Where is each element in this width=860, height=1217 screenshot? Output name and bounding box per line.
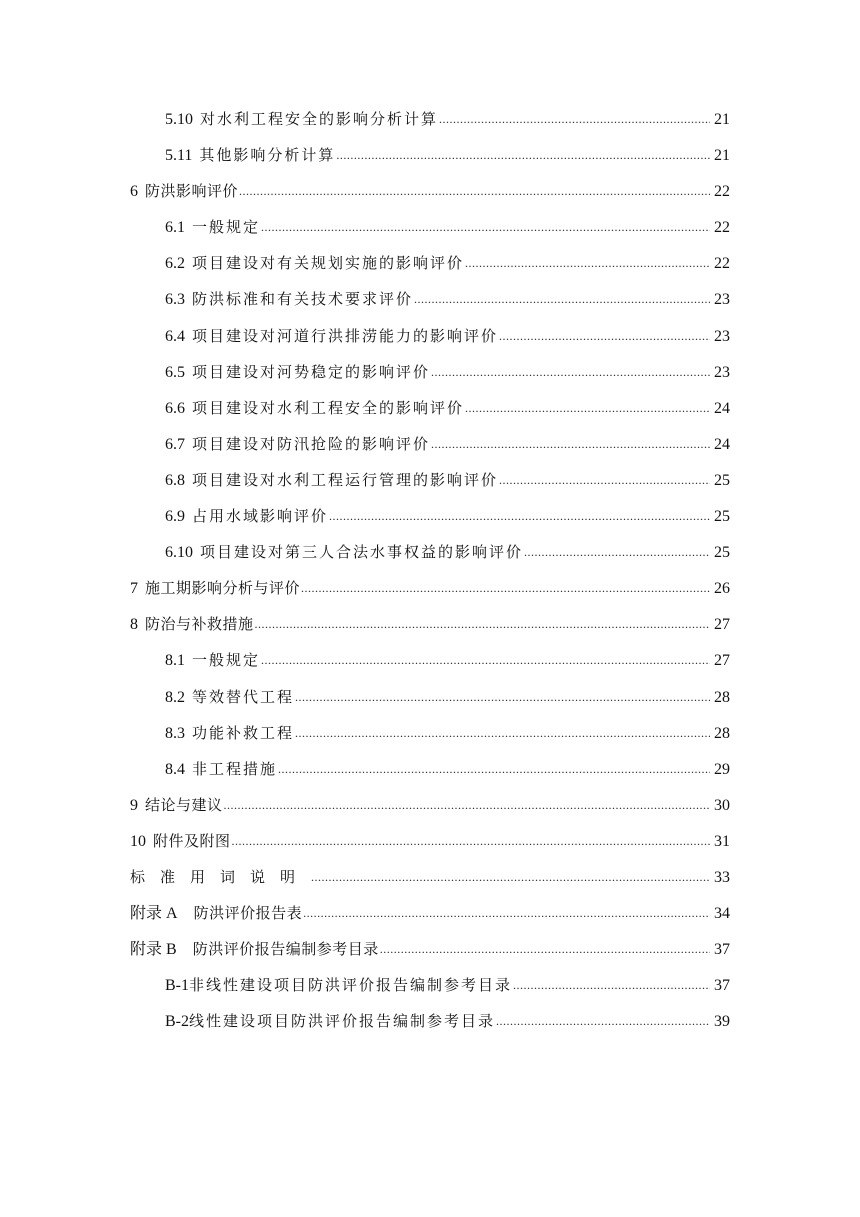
toc-entry[interactable]	[0, 462, 860, 498]
toc-entry-title: 施工期影响分析与评价	[145, 579, 301, 598]
toc-entry-number: 6.4	[165, 327, 185, 345]
toc-entry[interactable]	[0, 354, 860, 390]
toc-entry-page-number: 21	[714, 147, 730, 165]
table-of-contents	[0, 101, 860, 1039]
toc-entry[interactable]	[0, 534, 860, 570]
toc-entry[interactable]	[0, 498, 860, 534]
dot-leader	[261, 209, 710, 245]
toc-entry[interactable]	[0, 281, 860, 317]
toc-entry-title: 项目建设对水利工程运行管理的影响评价	[192, 470, 499, 489]
toc-entry-title: 线性建设项目防洪评价报告编制参考目录	[189, 1012, 496, 1031]
toc-entry-page-number: 23	[714, 291, 730, 309]
toc-entry-page-number: 26	[714, 580, 730, 598]
toc-entry-page-number: 28	[714, 724, 730, 742]
toc-entry-page-number: 22	[714, 255, 730, 273]
toc-entry-title: 非线性建设项目防洪评价报告编制参考目录	[189, 976, 513, 995]
toc-entry-number: 6.5	[165, 363, 185, 381]
toc-entry-number: 7	[130, 580, 138, 598]
toc-entry-title: 结论与建议	[145, 795, 223, 814]
toc-entry[interactable]	[0, 931, 860, 967]
toc-entry-title: 标准用词说明	[130, 867, 311, 886]
toc-entry-title: 对水利工程安全的影响分析计算	[200, 110, 439, 128]
toc-entry-title: 项目建设对防汛抢险的影响评价	[192, 434, 431, 453]
toc-entry-page-number: 37	[714, 941, 730, 959]
toc-entry-number: 8.2	[165, 688, 185, 706]
toc-entry-page-number: 31	[714, 832, 730, 850]
toc-entry-number: 8.1	[165, 652, 185, 670]
toc-entry-number: 6.10	[165, 544, 193, 562]
toc-entry-title: 附件及附图	[153, 831, 231, 850]
dot-leader	[278, 751, 710, 787]
toc-entry-number: 8.4	[165, 760, 185, 778]
toc-entry-page-number: 25	[714, 508, 730, 526]
toc-entry-number: 附录 B	[130, 941, 177, 959]
toc-entry-title: 项目建设对有关规划实施的影响评价	[192, 254, 465, 273]
dot-leader	[499, 318, 710, 354]
toc-entry-number: 6.8	[165, 471, 185, 489]
dot-leader	[224, 787, 710, 823]
toc-entry-page-number: 25	[714, 471, 730, 489]
toc-entry-page-number: 27	[714, 616, 730, 634]
dot-leader	[295, 679, 710, 715]
toc-entry[interactable]	[0, 390, 860, 426]
toc-entry-number: 9	[130, 796, 138, 814]
toc-entry-number: 6.6	[165, 399, 185, 417]
toc-entry-page-number: 29	[714, 760, 730, 778]
dot-leader	[311, 859, 710, 895]
toc-entry-page-number: 28	[714, 688, 730, 706]
toc-entry-number: 8	[130, 616, 138, 634]
toc-entry-title: 功能补救工程	[192, 723, 295, 742]
dot-leader	[513, 967, 710, 1003]
toc-entry-title: 项目建设对第三人合法水事权益的影响评价	[200, 543, 524, 562]
toc-entry-number: 6.1	[165, 219, 185, 237]
toc-entry-number: 5.10	[165, 111, 193, 128]
toc-entry-title: 占用水域影响评价	[192, 507, 329, 526]
toc-entry[interactable]	[0, 642, 860, 678]
toc-entry-title: 一般规定	[192, 218, 261, 237]
toc-entry[interactable]	[0, 787, 860, 823]
dot-leader	[496, 1003, 710, 1039]
toc-entry[interactable]	[0, 751, 860, 787]
toc-entry[interactable]	[0, 859, 860, 895]
toc-entry-page-number: 27	[714, 652, 730, 670]
toc-entry-number: 6.7	[165, 435, 185, 453]
toc-entry[interactable]	[0, 209, 860, 245]
toc-entry[interactable]	[0, 606, 860, 642]
dot-leader	[431, 354, 710, 390]
toc-entry-page-number: 33	[714, 868, 730, 886]
dot-leader	[261, 642, 710, 678]
toc-entry-title: 防治与补救措施	[145, 615, 254, 634]
toc-entry-title: 防洪标准和有关技术要求评价	[192, 290, 414, 309]
toc-entry-page-number: 30	[714, 796, 730, 814]
toc-entry-title: 项目建设对河道行洪排涝能力的影响评价	[192, 326, 499, 345]
toc-entry-page-number: 37	[714, 977, 730, 995]
toc-entry-title: 等效替代工程	[192, 687, 295, 706]
dot-leader	[465, 245, 710, 281]
dot-leader	[439, 101, 710, 137]
dot-leader	[329, 498, 710, 534]
toc-entry-page-number: 21	[714, 111, 730, 128]
toc-entry[interactable]	[0, 318, 860, 354]
toc-entry-title: 项目建设对河势稳定的影响评价	[192, 362, 431, 381]
toc-entry-number: 10	[130, 832, 146, 850]
toc-entry-title: 防洪评价报告表	[193, 904, 303, 923]
toc-entry-title: 非工程措施	[192, 759, 278, 778]
dot-leader	[301, 570, 710, 606]
toc-entry[interactable]	[0, 895, 860, 931]
toc-entry-page-number: 25	[714, 544, 730, 562]
toc-entry-page-number: 23	[714, 327, 730, 345]
toc-entry[interactable]	[0, 426, 860, 462]
toc-entry[interactable]	[0, 570, 860, 606]
dot-leader	[303, 895, 710, 931]
toc-entry-title: 防洪影响评价	[145, 182, 239, 201]
dot-leader	[255, 606, 710, 642]
toc-entry-title: 项目建设对水利工程安全的影响评价	[192, 398, 465, 417]
toc-entry-title: 防洪评价报告编制参考目录	[192, 940, 379, 959]
toc-entry-title: 其他影响分析计算	[199, 146, 336, 165]
dot-leader	[239, 173, 710, 209]
toc-entry-number: B-1	[165, 977, 189, 995]
toc-entry-page-number: 39	[714, 1013, 730, 1031]
toc-entry-page-number: 34	[714, 905, 730, 923]
dot-leader	[336, 137, 710, 173]
toc-entry-number: 附录 A	[130, 905, 178, 923]
toc-entry-number: 8.3	[165, 724, 185, 742]
toc-entry[interactable]	[0, 715, 860, 751]
toc-entry-page-number: 22	[714, 183, 730, 201]
dot-leader	[295, 715, 710, 751]
toc-entry-page-number: 24	[714, 435, 730, 453]
dot-leader	[524, 534, 710, 570]
toc-entry[interactable]	[0, 137, 860, 173]
dot-leader	[414, 281, 710, 317]
toc-entry[interactable]	[0, 823, 860, 859]
toc-entry-number: 6.2	[165, 255, 185, 273]
toc-entry-number: 6	[130, 183, 138, 201]
toc-entry-page-number: 23	[714, 363, 730, 381]
toc-entry-title: 一般规定	[192, 651, 261, 670]
dot-leader	[499, 462, 710, 498]
dot-leader	[465, 390, 710, 426]
toc-entry-page-number: 24	[714, 399, 730, 417]
toc-entry[interactable]	[0, 967, 860, 1003]
toc-entry[interactable]	[0, 101, 860, 137]
toc-entry[interactable]	[0, 173, 860, 209]
dot-leader	[380, 931, 710, 967]
toc-entry[interactable]	[0, 245, 860, 281]
toc-entry[interactable]	[0, 1003, 860, 1039]
toc-entry-number: 6.9	[165, 508, 185, 526]
toc-entry-number: 5.11	[165, 147, 193, 165]
dot-leader	[232, 823, 710, 859]
toc-entry-number: B-2	[165, 1013, 189, 1031]
toc-entry-page-number: 22	[714, 219, 730, 237]
toc-entry-number: 6.3	[165, 291, 185, 309]
toc-entry[interactable]	[0, 679, 860, 715]
dot-leader	[431, 426, 710, 462]
